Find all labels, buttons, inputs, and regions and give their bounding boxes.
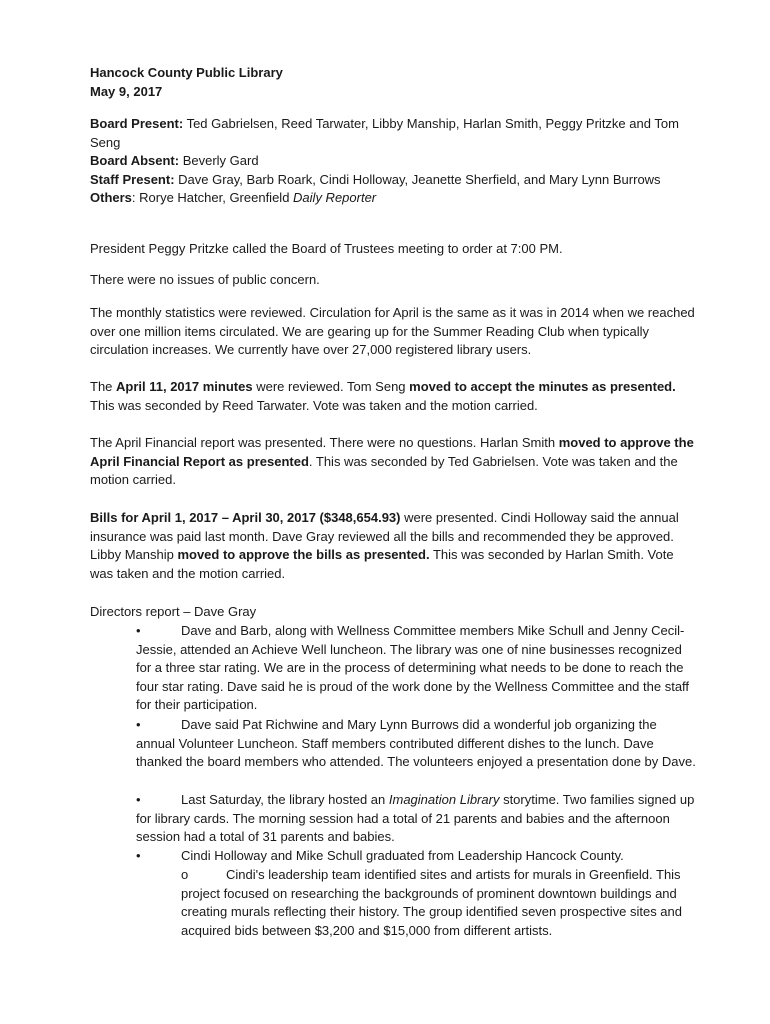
board-present-label: Board Present: bbox=[90, 116, 184, 131]
staff-present bbox=[90, 171, 695, 190]
board-present-names: Ted Gabrielsen, Reed Tarwater, Libby Manship, Harlan Smith, Peggy Pritzke and Tom Seng bbox=[90, 116, 679, 150]
directors-bullet-4: • Cindi Holloway and Mike Schull graduated from Leadership Hancock County. bbox=[136, 847, 696, 866]
others-label: Others bbox=[90, 190, 132, 206]
attendance-block bbox=[90, 115, 695, 208]
meeting-date: May 9, 2017 bbox=[90, 83, 163, 99]
newspaper-name: Daily Reporter bbox=[293, 190, 377, 206]
public-concern-paragraph: There were no issues of public concern. bbox=[90, 272, 320, 287]
bullet-icon: • bbox=[136, 848, 141, 863]
minutes-paragraph: The April 11, 2017 minutes were reviewed. Tom Seng moved to accept the minutes as presented. This was seconded by Reed Tarwater. Vote was taken and the motion carried. bbox=[90, 379, 676, 413]
document-header bbox=[90, 64, 695, 101]
statistics-paragraph: The monthly statistics were reviewed. Circulation for April is the same as it was in 2014 when we reached over one million items circulated. We are gearing up for the Summer Reading Club when typically circulation increases. We currently have over 27,000 registered library users. bbox=[90, 305, 695, 358]
directors-bullet-1: • Dave and Barb, along with Wellness Committee members Mike Schull and Jenny Cecil-Jessie, attended an Achieve Well luncheon. The library was one of nine businesses recognized for a three star rating. We are in the process of determining what needs to be done to reach the four star rating. Dave said he is proud of the work done by the Wellness Committee and the staff for their participation. bbox=[136, 623, 690, 713]
board-absent-names: Beverly Gard bbox=[179, 153, 259, 169]
board-present bbox=[90, 115, 695, 152]
board-absent-label: Board Absent: bbox=[90, 153, 180, 169]
call-to-order-paragraph: President Peggy Pritzke called the Board of Trustees meeting to order at 7:00 PM. bbox=[90, 241, 563, 256]
bullet-icon: • bbox=[136, 792, 141, 807]
directors-bullet-2: • Dave said Pat Richwine and Mary Lynn Burrows did a wonderful job organizing the annual Volunteer Luncheon. Staff members contributed different dishes to the lunch. Dave thanked the board members who attended. The volunteers enjoyed a presentation done by Dave. bbox=[136, 717, 696, 770]
directors-report-heading: Directors report – Dave Gray bbox=[90, 604, 257, 619]
bullet-icon: • bbox=[136, 717, 141, 732]
directors-bullet-3: • Last Saturday, the library hosted an Imagination Library storytime. Two families signed up for library cards. The morning session had a total of 21 parents and babies and the afternoon session had a total of 31 parents and babies. bbox=[136, 792, 695, 845]
board-absent bbox=[90, 152, 695, 171]
library-name: Hancock County Public Library bbox=[90, 65, 283, 80]
directors-sub-bullet-1: o Cindi's leadership team identified sites and artists for murals in Greenfield. This project focused on researching the backgrounds of prominent downtown buildings and creating murals reflecting their history. The group identified seven prospective sites and acquired bids between $3,200 and $15,000 from different artists. bbox=[181, 867, 683, 938]
others-names: : Rorye Hatcher, Greenfield bbox=[131, 190, 294, 206]
bullet-icon: • bbox=[136, 623, 141, 638]
staff-present-names: Dave Gray, Barb Roark, Cindi Holloway, Jeanette Sherfield, and Mary Lynn Burrows bbox=[174, 171, 661, 187]
bills-paragraph: Bills for April 1, 2017 – April 30, 2017 ($348,654.93) were presented. Cindi Holloway said the annual insurance was paid last month. Dave Gray reviewed all the bills and recommended they be approved. Libby Manship moved to approve the bills as presented. This was seconded by Harlan Smith. Vote was taken and the motion carried. bbox=[90, 510, 679, 581]
financial-paragraph: The April Financial report was presented. There were no questions. Harlan Smith moved to approve the April Financial Report as presented. This was seconded by Ted Gabrielsen. Vote was taken and the motion carried. bbox=[90, 435, 694, 488]
staff-present-label: Staff Present: bbox=[90, 171, 175, 187]
others-present bbox=[90, 189, 695, 208]
sub-bullet-icon: o bbox=[181, 867, 189, 882]
